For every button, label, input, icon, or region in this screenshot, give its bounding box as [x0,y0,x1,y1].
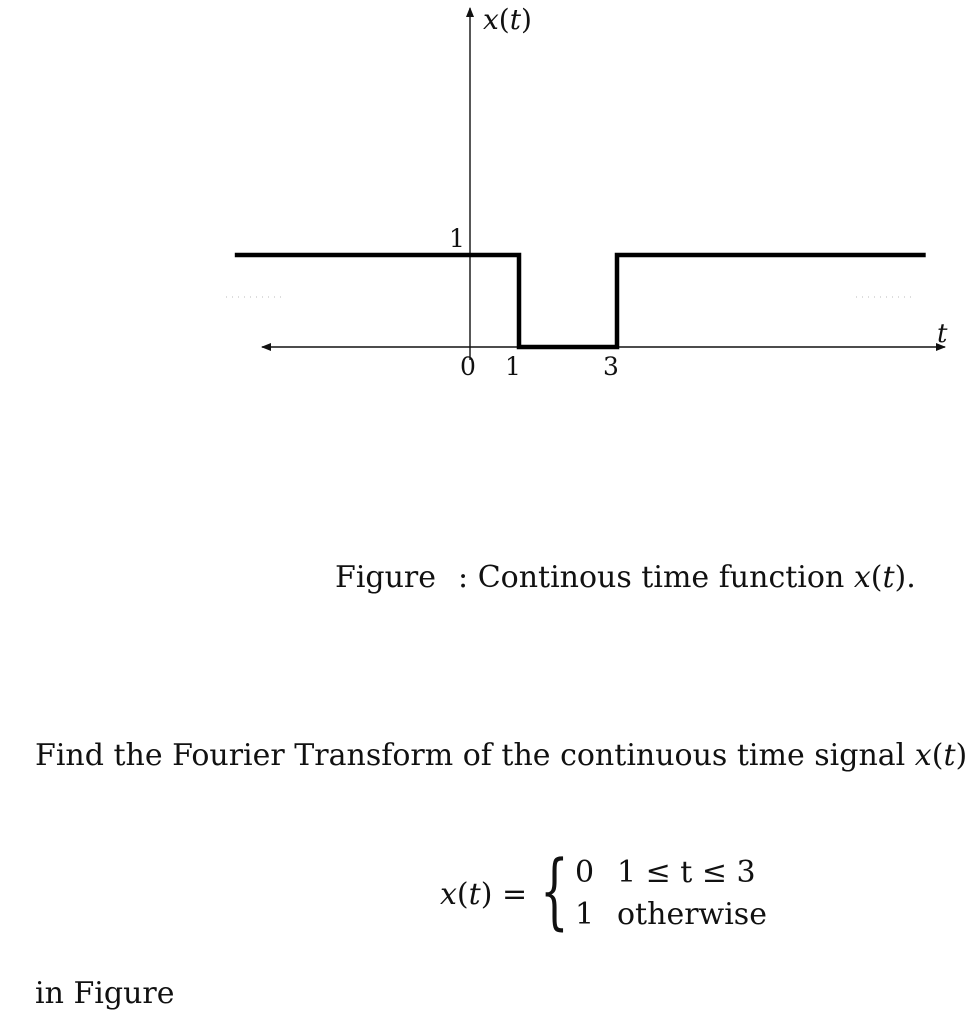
case-2-value: 1 [575,897,595,932]
caption-separator: : [458,560,469,595]
x-tick-label-1: 1 [505,352,521,381]
case-2-condition: otherwise [617,897,767,932]
caption-func-var: x [853,560,871,595]
equation-case-1 [575,855,756,890]
x-axis-label: t [937,319,948,349]
equation-lhs: x(t) = [440,877,528,912]
y-axis-label: x(t) [483,3,532,36]
question-func-arg: t [943,738,956,773]
question-body: Find the Fourier Transform of the continuous time signal [35,738,906,773]
caption-prefix: Figure [335,560,437,595]
y-tick-label: 1 [449,224,465,253]
equals-sign: = [501,877,528,912]
left-brace: { [540,844,569,939]
trailing-text: in Figure [35,976,175,1011]
caption-func-arg: t [882,560,895,595]
x-tick-label-0: 0 [460,352,476,381]
equation-case-2 [575,897,767,932]
case-1-value: 0 [575,855,595,890]
question-func-var: x [914,738,932,773]
question-text: Find the Fourier Transform of the continuous time signal x(t) [35,738,968,773]
x-tick-label-3: 3 [603,352,619,381]
figure-caption: Figure : Continous time function x(t). [335,560,916,595]
case-1-condition: 1 ≤ t ≤ 3 [617,855,756,890]
caption-text: Continous time function [477,560,845,595]
caption-end: . [906,560,916,595]
signal-figure [0,0,978,500]
signal-line [235,255,926,347]
